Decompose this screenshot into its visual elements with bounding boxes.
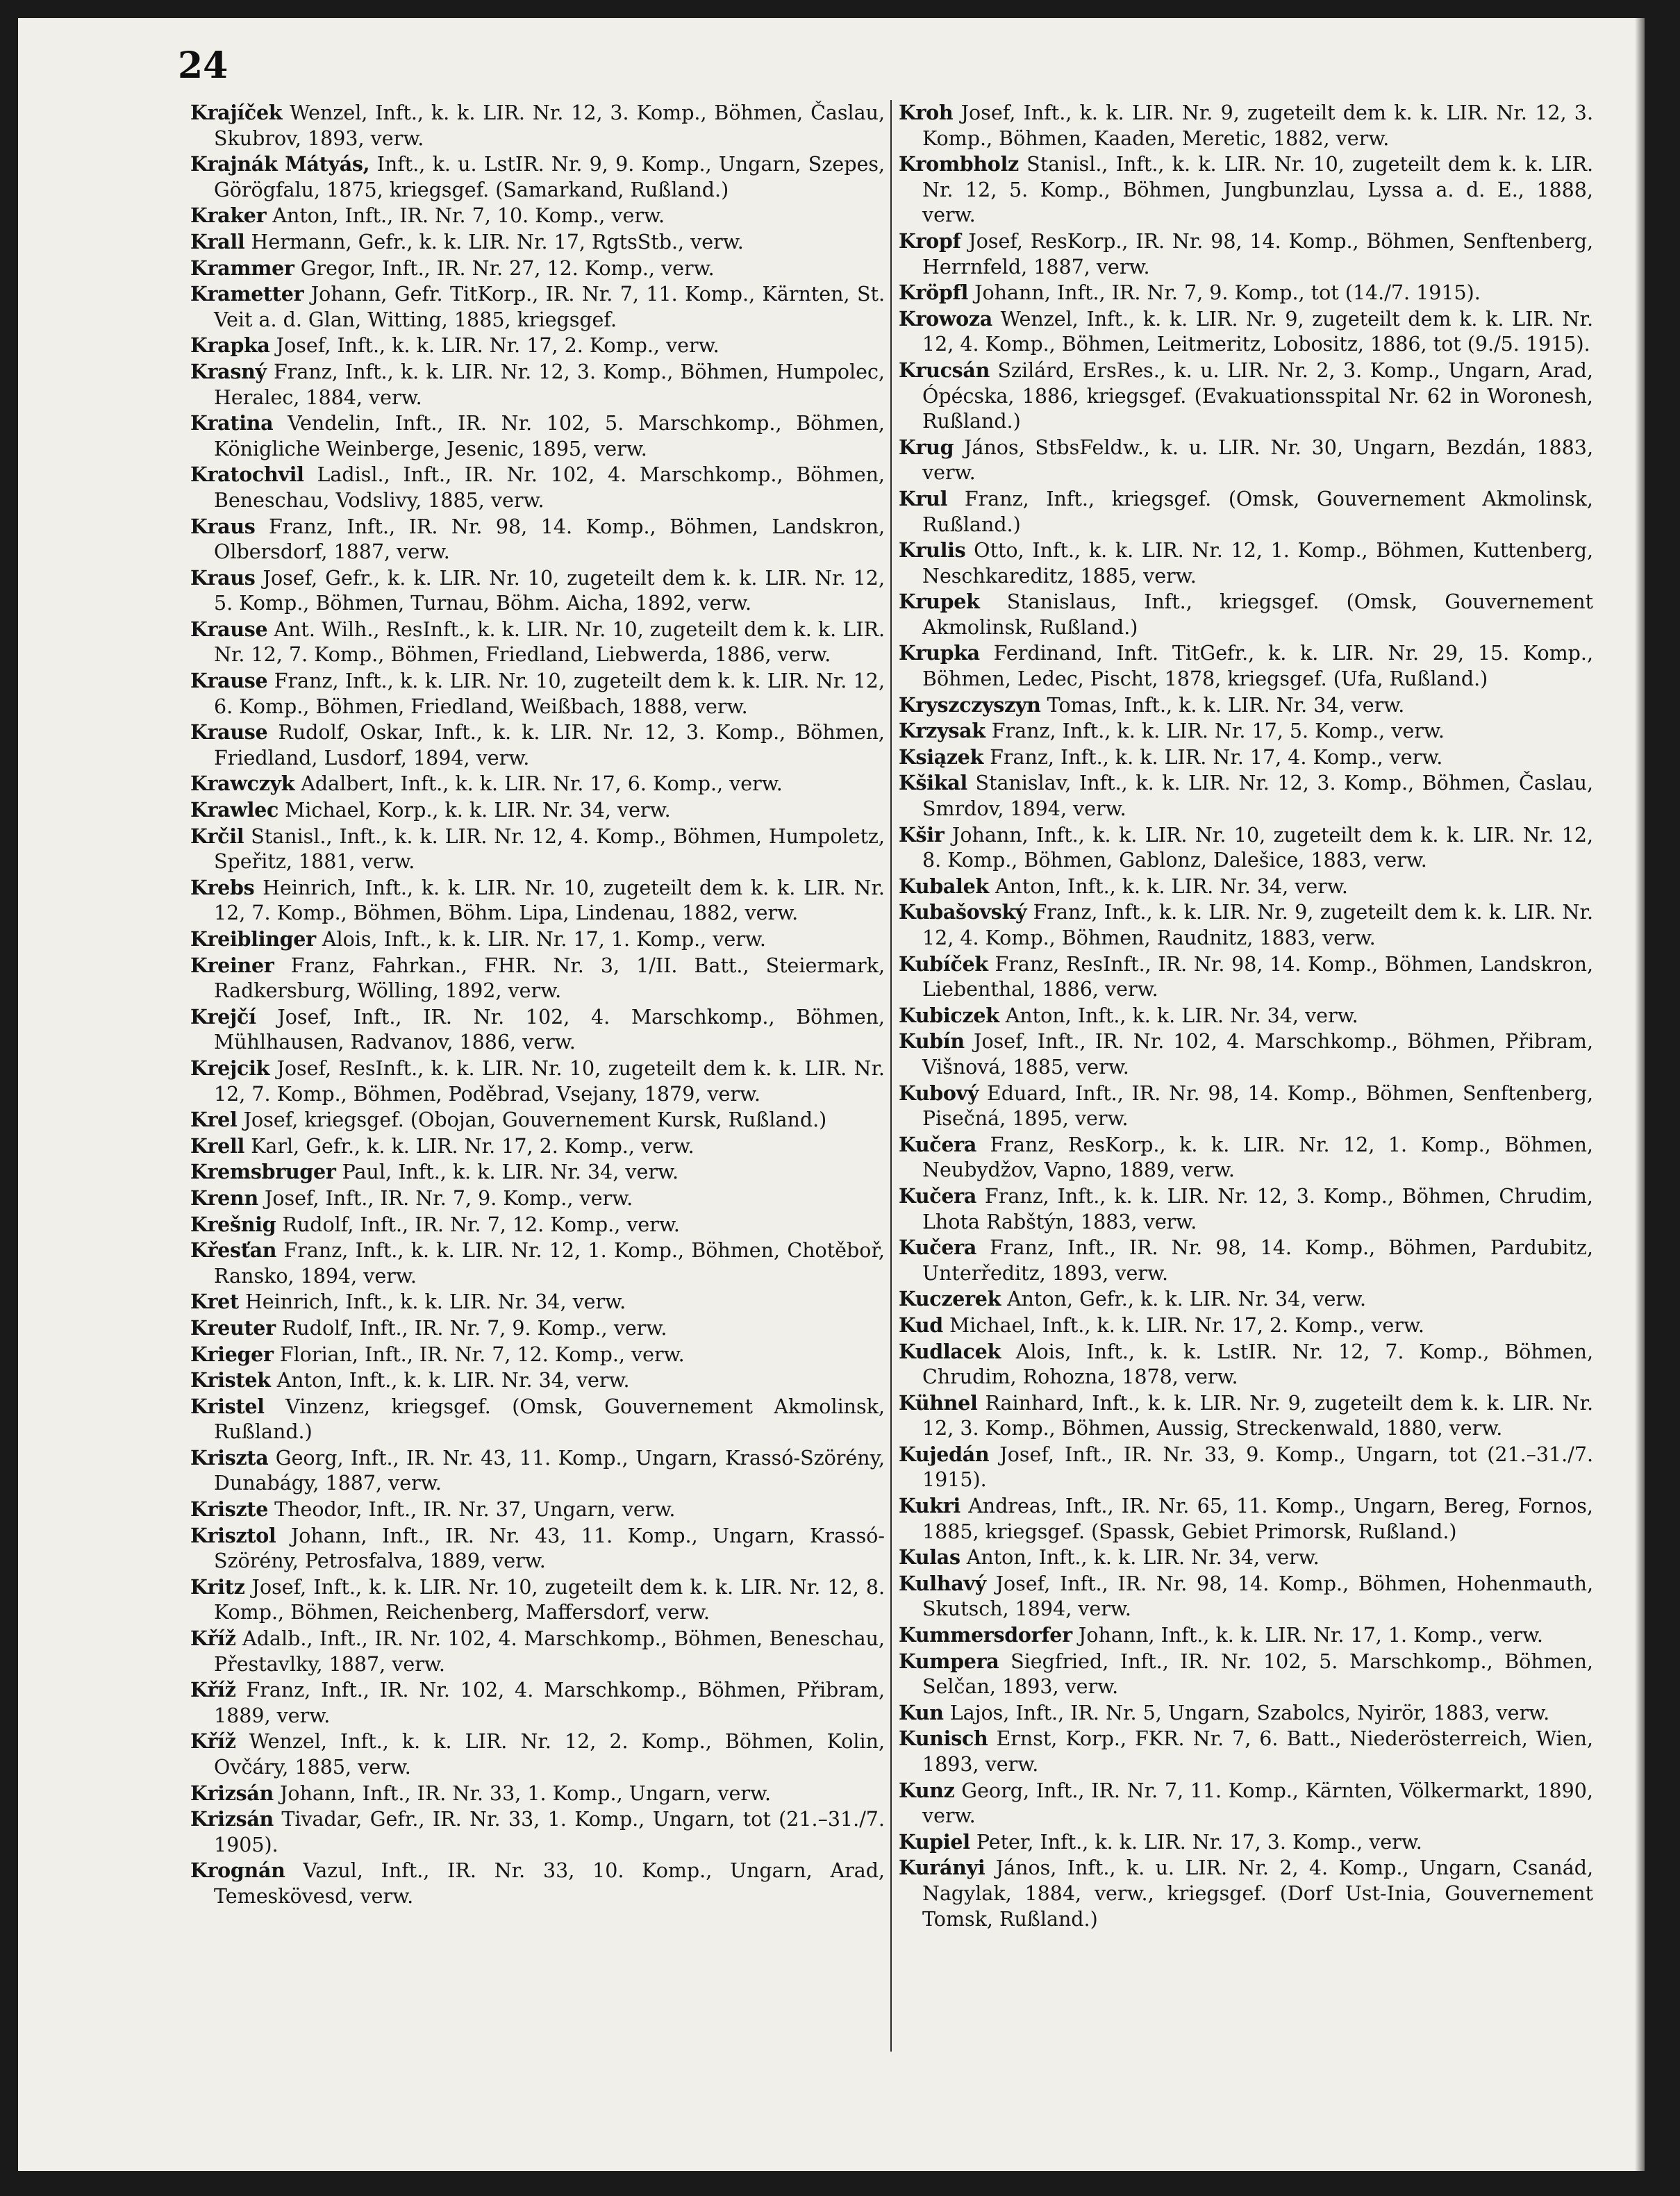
entry-surname: Krause [190, 720, 268, 745]
list-entry [190, 281, 885, 333]
entry-surname: Ksiązek [899, 745, 984, 769]
entry-details: Josef, ResInft., k. k. LIR. Nr. 10, zugeteilt dem k. k. LIR. Nr. 12, 7. Komp., Böhmen, Poděbrad, Vsejany, 1879, verw. [214, 1056, 885, 1106]
list-entry [899, 822, 1593, 874]
list-entry [899, 1545, 1593, 1571]
entry-details: Johann, Inft., IR. Nr. 7, 9. Komp., tot (14./7. 1915). [974, 281, 1481, 305]
entry-surname: Kulhavý [899, 1571, 986, 1595]
entry-details: Anton, Inft., k. k. LIR. Nr. 34, verw. [276, 1369, 630, 1392]
list-entry [899, 1571, 1593, 1622]
entry-details: Michael, Korp., k. k. LIR. Nr. 34, verw. [285, 799, 671, 822]
list-entry [190, 1133, 885, 1160]
entry-details: Wenzel, Inft., k. k. LIR. Nr. 9, zugeteilt dem k. k. LIR. Nr. 12, 4. Komp., Böhmen, Leitmeritz, Lobositz, 1886, tot (9./5. 1915). [922, 307, 1594, 356]
list-entry [190, 1781, 885, 1807]
list-entry [190, 203, 885, 229]
list-entry [899, 486, 1593, 538]
entry-details: Florian, Inft., IR. Nr. 7, 12. Komp., verw. [279, 1342, 685, 1366]
entry-surname: Krognán [190, 1858, 285, 1883]
list-entry [899, 1700, 1593, 1727]
entry-surname: Kreuter [190, 1315, 276, 1340]
entry-surname: Krul [899, 486, 948, 510]
entry-surname: Krause [190, 669, 268, 693]
list-entry [190, 1574, 885, 1626]
entry-surname: Kučera [899, 1236, 977, 1260]
entry-details: Rudolf, Oskar, Inft., k. k. LIR. Nr. 12, 3. Komp., Böhmen, Friedland, Lusdorf, 1894, verw. [214, 721, 885, 770]
list-entry [190, 100, 885, 151]
entry-surname: Krejčí [190, 1004, 256, 1029]
list-entry [190, 719, 885, 771]
list-entry [190, 1367, 885, 1394]
list-entry [190, 1858, 885, 1909]
entry-details: Tivadar, Gefr., IR. Nr. 33, 1. Komp., Ungarn, tot (21.–31./7. 1905). [214, 1808, 885, 1856]
list-entry [190, 926, 885, 953]
entry-details: Rainhard, Inft., k. k. LIR. Nr. 9, zugeteilt dem k. k. LIR. Nr. 12, 3. Komp., Böhmen, Aussig, Streckenwald, 1880, verw. [922, 1391, 1593, 1440]
entry-surname: Kristek [190, 1368, 271, 1392]
list-entry [190, 1729, 885, 1780]
entry-surname: Kubiczek [899, 1003, 999, 1027]
list-entry [899, 228, 1593, 280]
entry-surname: Kšir [899, 822, 945, 847]
entry-surname: Kupiel [899, 1829, 970, 1854]
entry-surname: Kreiner [190, 953, 274, 977]
entry-details: Franz, Inft., k. k. LIR. Nr. 10, zugeteilt dem k. k. LIR. Nr. 12, 6. Komp., Böhmen, Friedland, Weißbach, 1888, verw. [214, 669, 885, 718]
entry-details: Wenzel, Inft., k. k. LIR. Nr. 12, 3. Komp., Böhmen, Časlau, Skubrov, 1893, verw. [214, 101, 885, 150]
list-entry [899, 306, 1593, 358]
entry-details: János, StbsFeldw., k. u. LIR. Nr. 30, Ungarn, Bezdán, 1883, verw. [922, 435, 1593, 485]
entry-surname: Krupka [899, 641, 980, 665]
entry-details: Stanisl., Inft., k. k. LIR. Nr. 12, 4. Komp., Böhmen, Humpoletz, Speřitz, 1881, verw. [214, 824, 885, 874]
entry-details: Josef, Inft., IR. Nr. 102, 4. Marschkomp., Böhmen, Mühlhausen, Radvanov, 1886, verw. [214, 1005, 885, 1054]
list-entry [190, 256, 885, 282]
list-entry [899, 1235, 1593, 1286]
entry-surname: Kubín [899, 1029, 965, 1054]
entry-surname: Krešnig [190, 1212, 276, 1236]
entry-details: Vendelin, Inft., IR. Nr. 102, 5. Marschkomp., Böhmen, Königliche Weinberge, Jesenic, 1895, verw. [214, 412, 885, 460]
list-entry [899, 1778, 1593, 1829]
entry-details: Vazul, Inft., IR. Nr. 33, 10. Komp., Ungarn, Arad, Temeskövesd, verw. [214, 1859, 885, 1908]
entry-details: Josef, Inft., IR. Nr. 7, 9. Komp., verw. [264, 1186, 633, 1210]
list-entry [899, 280, 1593, 306]
entry-surname: Kulas [899, 1545, 960, 1570]
list-entry [190, 1523, 885, 1574]
entry-details: Michael, Inft., k. k. LIR. Nr. 17, 2. Komp., verw. [949, 1313, 1424, 1337]
list-entry [190, 1107, 885, 1133]
list-entry [190, 1315, 885, 1342]
entry-surname: Krucsán [899, 358, 990, 382]
entry-surname: Kriszta [190, 1445, 269, 1470]
entry-surname: Kratochvil [190, 463, 304, 487]
entry-surname: Kříž [190, 1729, 236, 1754]
entry-details: Hermann, Gefr., k. k. LIR. Nr. 17, RgtsStb., verw. [251, 230, 744, 253]
entry-details: Ladisl., Inft., IR. Nr. 102, 4. Marschkomp., Böhmen, Beneschau, Vodslivy, 1885, verw. [214, 463, 885, 512]
list-entry [190, 668, 885, 719]
entry-surname: Krel [190, 1108, 238, 1132]
entry-details: Franz, Inft., k. k. LIR. Nr. 17, 5. Komp., verw. [991, 719, 1445, 743]
list-entry [899, 899, 1593, 951]
list-entry [899, 1649, 1593, 1700]
list-entry [190, 771, 885, 797]
list-entry [190, 151, 885, 203]
list-entry [899, 1286, 1593, 1313]
entry-surname: Kukri [899, 1494, 960, 1518]
list-entry [190, 1004, 885, 1056]
entry-details: Ferdinand, Inft. TitGefr., k. k. LIR. Nr. 29, 15. Komp., Böhmen, Ledec, Pischt, 1878, kriegsgef. (Ufa, Rußland.) [922, 642, 1594, 691]
list-entry [190, 229, 885, 256]
entry-surname: Kummersdorfer [899, 1623, 1072, 1647]
entry-details: Josef, Inft., IR. Nr. 102, 4. Marschkomp., Böhmen, Přibram, Višnová, 1885, verw. [922, 1030, 1593, 1079]
entry-details: Rudolf, Inft., IR. Nr. 7, 12. Komp., verw. [282, 1213, 680, 1236]
entry-surname: Kuczerek [899, 1287, 1001, 1311]
entry-surname: Krajnák Mátyás, [190, 152, 370, 176]
entry-details: Eduard, Inft., IR. Nr. 98, 14. Komp., Böhmen, Senftenberg, Pisečná, 1895, verw. [922, 1081, 1593, 1131]
entry-surname: Krzysak [899, 719, 985, 743]
entry-details: Franz, ResInft., IR. Nr. 98, 14. Komp., Böhmen, Landskron, Liebenthal, 1886, verw. [922, 952, 1594, 1001]
list-entry [190, 1445, 885, 1497]
entry-details: Franz, Inft., IR. Nr. 98, 14. Komp., Böhmen, Pardubitz, Unterředitz, 1893, verw. [922, 1236, 1593, 1285]
entry-details: Franz, Fahrkan., FHR. Nr. 3, 1/II. Batt., Steiermark, Radkersburg, Wölling, 1892, verw. [214, 954, 885, 1003]
entry-details: Johann, Inft., k. k. LIR. Nr. 10, zugeteilt dem k. k. LIR. Nr. 12, 8. Komp., Böhmen, Gablonz, Dalešice, 1883, verw. [922, 823, 1594, 872]
entry-details: Vinzenz, kriegsgef. (Omsk, Gouvernement Akmolinsk, Rußland.) [214, 1395, 885, 1444]
list-entry [899, 770, 1593, 822]
entry-details: Stanisl., Inft., k. k. LIR. Nr. 10, zugeteilt dem k. k. LIR. Nr. 12, 5. Komp., Böhmen, Jungbunzlau, Lyssa a. d. E., 1888, verw. [922, 153, 1593, 227]
entry-surname: Krajíček [190, 101, 283, 124]
entry-surname: Krieger [190, 1342, 274, 1366]
entry-surname: Krizsán [190, 1781, 274, 1805]
entry-surname: Krell [190, 1133, 245, 1158]
entry-details: Karl, Gefr., k. k. LIR. Nr. 17, 2. Komp., verw. [251, 1134, 695, 1158]
entry-details: Tomas, Inft., k. k. LIR. Nr. 34, verw. [1047, 693, 1405, 717]
list-entry [190, 1238, 885, 1289]
entry-details: Anton, Inft., k. k. LIR. Nr. 34, verw. [995, 874, 1348, 898]
entry-surname: Kubíček [899, 951, 988, 976]
list-entry [899, 745, 1593, 771]
entry-surname: Kraker [190, 203, 267, 228]
entry-surname: Krčil [190, 824, 244, 848]
entry-surname: Krawlec [190, 798, 278, 822]
list-entry [899, 538, 1593, 589]
list-entry [899, 1493, 1593, 1545]
entry-details: Josef, Inft., IR. Nr. 98, 14. Komp., Böhmen, Hohenmauth, Skutsch, 1894, verw. [922, 1572, 1594, 1621]
book-page [18, 18, 1645, 2171]
entry-details: Adalbert, Inft., k. k. LIR. Nr. 17, 6. Komp., verw. [301, 772, 783, 796]
entry-surname: Kurányi [899, 1856, 985, 1880]
entry-surname: Kudlacek [899, 1339, 1001, 1363]
entry-surname: Křesťan [190, 1238, 277, 1263]
entry-details: Inft., k. u. LstIR. Nr. 9, 9. Komp., Ungarn, Szepes, Görögfalu, 1875, kriegsgef. (Samarkand, Rußland.) [214, 153, 885, 201]
column-divider [890, 100, 892, 2052]
list-entry [899, 151, 1593, 228]
entry-details: Siegfried, Inft., IR. Nr. 102, 5. Marschkomp., Böhmen, Selčan, 1893, verw. [922, 1649, 1593, 1699]
entry-details: Johann, Inft., IR. Nr. 43, 11. Komp., Ungarn, Krassó-Szörény, Petrosfalva, 1889, verw. [214, 1524, 885, 1573]
list-entry [899, 1390, 1593, 1442]
entry-details: Ant. Wilh., ResInft., k. k. LIR. Nr. 10, zugeteilt dem k. k. LIR. Nr. 12, 7. Komp., Böhmen, Friedland, Liebwerda, 1886, verw. [214, 617, 885, 667]
entry-details: Lajos, Inft., IR. Nr. 5, Ungarn, Szabolcs, Nyirör, 1883, verw. [949, 1701, 1550, 1724]
entry-surname: Krombholz [899, 152, 1019, 176]
entry-details: Johann, Gefr. TitKorp., IR. Nr. 7, 11. Komp., Kärnten, St. Veit a. d. Glan, Witting, 1885, kriegsgef. [214, 283, 885, 331]
list-entry [190, 565, 885, 617]
entry-details: Franz, Inft., k. k. LIR. Nr. 12, 3. Komp., Böhmen, Humpolec, Heralec, 1884, verw. [214, 360, 885, 409]
entry-surname: Krejcik [190, 1056, 270, 1080]
entry-details: Franz, Inft., k. k. LIR. Nr. 9, zugeteilt dem k. k. LIR. Nr. 12, 4. Komp., Böhmen, Raudnitz, 1883, verw. [922, 901, 1594, 949]
entry-details: Anton, Inft., k. k. LIR. Nr. 34, verw. [1005, 1004, 1358, 1027]
entry-details: Paul, Inft., k. k. LIR. Nr. 34, verw. [342, 1161, 679, 1184]
entry-details: Georg, Inft., IR. Nr. 7, 11. Komp., Kärnten, Völkermarkt, 1890, verw. [922, 1779, 1593, 1828]
entry-surname: Kröpfl [899, 281, 969, 305]
entry-details: Stanislaus, Inft., kriegsgef. (Omsk, Gouvernement Akmolinsk, Rußland.) [922, 590, 1593, 639]
entry-surname: Krammer [190, 256, 294, 280]
list-entry [899, 874, 1593, 900]
entry-details: Franz, Inft., kriegsgef. (Omsk, Gouvernement Akmolinsk, Rußland.) [922, 487, 1593, 536]
list-entry [190, 514, 885, 565]
list-entry [899, 1029, 1593, 1080]
entry-surname: Kropf [899, 228, 961, 253]
entry-surname: Kunisch [899, 1727, 988, 1751]
entry-details: Anton, Inft., IR. Nr. 7, 10. Komp., verw. [272, 204, 665, 228]
list-entry [190, 333, 885, 359]
entry-details: Franz, Inft., k. k. LIR. Nr. 12, 3. Komp., Böhmen, Chrudim, Lhota Rabštýn, 1883, verw. [922, 1184, 1593, 1233]
entry-details: Franz, Inft., k. k. LIR. Nr. 12, 1. Komp., Böhmen, Chotěboř, Ransko, 1894, verw. [214, 1239, 885, 1288]
entry-surname: Kumpera [899, 1649, 999, 1673]
list-entry [899, 1442, 1593, 1493]
list-entry [190, 1497, 885, 1523]
entry-surname: Krisztol [190, 1523, 276, 1547]
entry-surname: Kryszczyszyn [899, 692, 1041, 717]
entry-details: Heinrich, Inft., k. k. LIR. Nr. 34, verw. [244, 1290, 626, 1314]
entry-details: Johann, Inft., k. k. LIR. Nr. 17, 1. Komp., verw. [1078, 1624, 1543, 1647]
entry-surname: Krall [190, 229, 245, 253]
entry-surname: Kubašovský [899, 900, 1027, 924]
list-entry [190, 953, 885, 1004]
entry-surname: Kritz [190, 1574, 245, 1599]
entry-details: Anton, Inft., k. k. LIR. Nr. 34, verw. [966, 1546, 1320, 1570]
page-number: 24 [178, 44, 228, 87]
list-entry [899, 1183, 1593, 1235]
entry-details: Josef, Inft., IR. Nr. 33, 9. Komp., Ungarn, tot (21.–31./7. 1915). [922, 1442, 1594, 1492]
entry-surname: Kroh [899, 101, 954, 124]
list-entry [190, 1394, 885, 1445]
entry-details: Stanislav, Inft., k. k. LIR. Nr. 12, 3. Komp., Böhmen, Časlau, Smrdov, 1894, verw. [922, 772, 1594, 821]
entry-surname: Krowoza [899, 306, 992, 331]
entry-surname: Kret [190, 1290, 239, 1314]
entry-surname: Kujedán [899, 1442, 990, 1466]
list-entry [899, 1132, 1593, 1183]
entry-details: Josef, ResKorp., IR. Nr. 98, 14. Komp., Böhmen, Senftenberg, Herrnfeld, 1887, verw. [922, 229, 1593, 278]
list-entry [190, 1806, 885, 1858]
list-entry [190, 1186, 885, 1212]
entry-details: János, Inft., k. u. LIR. Nr. 2, 4. Komp., Ungarn, Csanád, Nagylak, 1884, verw., kriegsgef. (Dorf Ust-Inia, Gouvernement Tomsk, Rußland.) [922, 1856, 1593, 1931]
entry-details: Wenzel, Inft., k. k. LIR. Nr. 12, 2. Komp., Böhmen, Kolin, Ovčáry, 1885, verw. [214, 1730, 885, 1779]
entry-surname: Kud [899, 1313, 943, 1337]
list-entry [190, 824, 885, 875]
entry-surname: Kubový [899, 1081, 979, 1105]
list-entry [899, 1003, 1593, 1029]
list-entry [899, 435, 1593, 486]
list-entry [190, 1289, 885, 1315]
entry-details: Andreas, Inft., IR. Nr. 65, 11. Komp., Ungarn, Bereg, Fornos, 1885, kriegsgef. (Spassk, Gebiet Primorsk, Rußland.) [922, 1495, 1593, 1543]
entry-details: Heinrich, Inft., k. k. LIR. Nr. 10, zugeteilt dem k. k. LIR. Nr. 12, 7. Komp., Böhmen, Böhm. Lipa, Lindenau, 1882, verw. [214, 876, 885, 925]
list-entry [190, 1342, 885, 1368]
list-entry [899, 692, 1593, 719]
entry-details: Josef, Inft., k. k. LIR. Nr. 10, zugeteilt dem k. k. LIR. Nr. 12, 8. Komp., Böhmen, Reichenberg, Maffersdorf, verw. [214, 1575, 885, 1624]
entry-surname: Krawczyk [190, 772, 295, 796]
left-column [190, 100, 885, 1910]
list-entry [899, 951, 1593, 1003]
entry-surname: Krasný [190, 359, 267, 383]
list-entry [899, 1622, 1593, 1649]
list-entry [899, 640, 1593, 692]
entry-details: Franz, Inft., IR. Nr. 98, 14. Komp., Böhmen, Landskron, Olbersdorf, 1887, verw. [214, 515, 885, 564]
entry-surname: Kriszte [190, 1497, 269, 1522]
entry-surname: Kristel [190, 1394, 265, 1418]
entry-surname: Kreiblinger [190, 927, 316, 951]
entry-surname: Kubalek [899, 874, 989, 898]
entry-surname: Krupek [899, 590, 980, 614]
list-entry [899, 100, 1593, 151]
entry-surname: Krug [899, 435, 954, 459]
list-entry [899, 1726, 1593, 1777]
entry-surname: Kunz [899, 1778, 955, 1802]
entry-details: Alois, Inft., k. k. LIR. Nr. 17, 1. Komp., verw. [322, 928, 766, 951]
entry-details: Gregor, Inft., IR. Nr. 27, 12. Komp., verw. [300, 256, 715, 280]
entry-surname: Krebs [190, 875, 255, 899]
list-entry [190, 1677, 885, 1729]
entry-details: Szilárd, ErsRes., k. u. LIR. Nr. 2, 3. Komp., Ungarn, Arad, Ópécska, 1886, kriegsgef. (Evakuationsspital Nr. 62 in Woronesh, Rußland.) [922, 358, 1593, 433]
list-entry [899, 1081, 1593, 1132]
list-entry [190, 617, 885, 668]
entry-surname: Krametter [190, 282, 304, 306]
entry-surname: Kratina [190, 411, 274, 435]
entry-surname: Kříž [190, 1678, 236, 1702]
entry-details: Ernst, Korp., FKR. Nr. 7, 6. Batt., Niederösterreich, Wien, 1893, verw. [922, 1727, 1593, 1776]
list-entry [899, 358, 1593, 435]
entry-surname: Krizsán [190, 1807, 274, 1831]
entry-details: Adalb., Inft., IR. Nr. 102, 4. Marschkomp., Böhmen, Beneschau, Přestavlky, 1887, verw. [214, 1627, 885, 1676]
list-entry [899, 1829, 1593, 1856]
entry-details: Anton, Gefr., k. k. LIR. Nr. 34, verw. [1007, 1288, 1367, 1311]
entry-details: Josef, Gefr., k. k. LIR. Nr. 10, zugeteilt dem k. k. LIR. Nr. 12, 5. Komp., Böhmen, Turnau, Böhm. Aicha, 1892, verw. [214, 566, 885, 615]
list-entry [190, 359, 885, 410]
entry-surname: Krenn [190, 1186, 258, 1210]
entry-surname: Kraus [190, 565, 256, 590]
entry-surname: Kraus [190, 514, 256, 538]
list-entry [899, 718, 1593, 745]
list-entry [899, 1855, 1593, 1932]
entry-surname: Kšikal [899, 771, 967, 795]
entry-details: Franz, Inft., k. k. LIR. Nr. 17, 4. Komp., verw. [990, 745, 1443, 769]
entry-surname: Kremsbruger [190, 1160, 336, 1184]
entry-details: Theodor, Inft., IR. Nr. 37, Ungarn, verw. [274, 1498, 676, 1522]
entry-surname: Krause [190, 617, 268, 641]
entry-surname: Kučera [899, 1132, 977, 1156]
entry-surname: Kříž [190, 1627, 236, 1651]
right-column [899, 100, 1593, 1932]
entry-surname: Kühnel [899, 1390, 978, 1415]
list-entry [899, 1313, 1593, 1339]
entry-details: Franz, Inft., IR. Nr. 102, 4. Marschkomp., Böhmen, Přibram, 1889, verw. [214, 1679, 885, 1727]
list-entry [190, 1212, 885, 1238]
entry-surname: Kučera [899, 1183, 977, 1208]
entry-details: Alois, Inft., k. k. LstIR. Nr. 12, 7. Komp., Böhmen, Chrudim, Rohozna, 1878, verw. [922, 1340, 1593, 1389]
entry-details: Josef, Inft., k. k. LIR. Nr. 9, zugeteilt dem k. k. LIR. Nr. 12, 3. Komp., Böhmen, Kaaden, Meretic, 1882, verw. [922, 101, 1594, 150]
entry-surname: Kun [899, 1700, 944, 1724]
list-entry [190, 1056, 885, 1107]
entry-details: Franz, ResKorp., k. k. LIR. Nr. 12, 1. Komp., Böhmen, Neubydžov, Vapno, 1889, verw. [922, 1133, 1593, 1182]
list-entry [899, 589, 1593, 640]
entry-details: Josef, Inft., k. k. LIR. Nr. 17, 2. Komp., verw. [276, 334, 720, 358]
list-entry [190, 462, 885, 513]
entry-details: Georg, Inft., IR. Nr. 43, 11. Komp., Ungarn, Krassó-Szörény, Dunabágy, 1887, verw. [214, 1446, 885, 1495]
entry-details: Josef, kriegsgef. (Obojan, Gouvernement Kursk, Rußland.) [243, 1108, 827, 1132]
entry-details: Peter, Inft., k. k. LIR. Nr. 17, 3. Komp., verw. [976, 1830, 1422, 1854]
list-entry [899, 1339, 1593, 1390]
list-entry [190, 797, 885, 824]
entry-details: Otto, Inft., k. k. LIR. Nr. 12, 1. Komp., Böhmen, Kuttenberg, Neschkareditz, 1885, verw. [922, 539, 1594, 588]
list-entry [190, 1159, 885, 1186]
entry-surname: Krapka [190, 333, 270, 358]
entry-surname: Krulis [899, 538, 966, 563]
list-entry [190, 875, 885, 926]
list-entry [190, 410, 885, 462]
entry-details: Johann, Inft., IR. Nr. 33, 1. Komp., Ungarn, verw. [280, 1781, 772, 1805]
list-entry [190, 1626, 885, 1677]
entry-details: Rudolf, Inft., IR. Nr. 7, 9. Komp., verw. [281, 1316, 667, 1340]
